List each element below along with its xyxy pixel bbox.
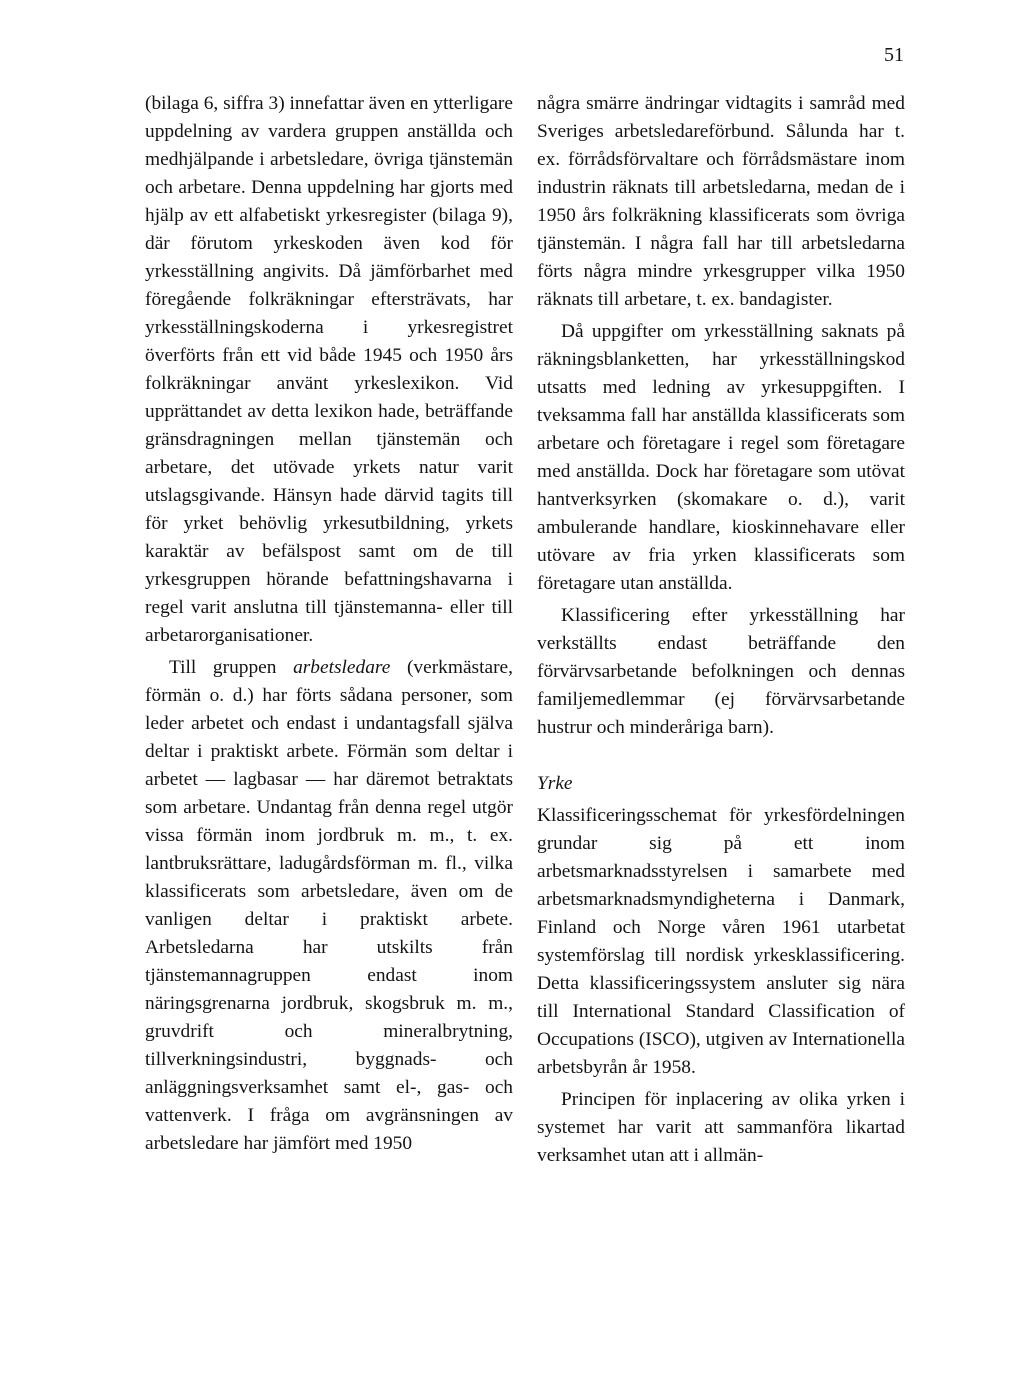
term-arbetsledare: arbetsledare xyxy=(293,657,391,678)
right-paragraph-5: Principen för inplacering av olika yrken i systemet har varit att sammanföra likartad verksamhet utan att i allmän- xyxy=(537,1089,905,1166)
right-paragraph-4: Klassificeringsschemat för yrkesfördelningen grundar sig på ett inom arbetsmarknadsstyrelsen i samarbete med arbetsmarknadsmyndigheterna i Danmark, Finland och Norge våren 1961 utarbetat systemförslag till nordisk yrkesklassificering. Detta klassificeringssystem ansluter sig nära till International Standard Classification of Occupations (ISCO), utgiven av Internationella arbetsbyrån år 1958. xyxy=(537,805,905,1078)
left-paragraph-2-body: (verkmästare, förmän o. d.) har förts sådana personer, som leder arbetet och endast i undantagsfall själva deltar i praktiskt arbete. Förmän som deltar i arbetet — lagbasar — har däremot betraktats som arbetare. Undantag från denna regel utgör vissa förmän inom jordbruk m. m., t. ex. lantbruksrättare, ladugårdsförman m. fl., vilka klassificerats som arbetsledare, även om de vanligen deltar i praktiskt arbete. Arbetsledarna har utskilts från tjänstemannagruppen endast inom näringsgrenarna jordbruk, skogsbruk m. m., gruvdrift och mineralbrytning, tillverkningsindustri, byggnads- och anläggningsverksamhet samt el-, gas- och vattenverk. I fråga om avgränsningen av arbetsledare har jämfört med 1950 xyxy=(145,657,514,1154)
left-paragraph-1: (bilaga 6, siffra 3) innefattar även en ytterligare uppdelning av vardera gruppen anställda och medhjälpande i arbetsledare, övriga tjänstemän och arbetare. Denna uppdelning har gjorts med hjälp av ett alfabetiskt yrkesregister (bilaga 9), där förutom yrkeskoden även kod för yrkesställning angivits. Då jämförbarhet med föregående folkräkningar eftersträvats, har yrkesställningskoderna i yrkesregistret överförts från ett vid både 1945 och 1950 års folkräkningar använt yrkeslexikon. Vid upprättandet av detta lexikon hade, beträffande gränsdragningen mellan tjänstemän och arbetare, det utövade yrkets natur varit utslagsgivande. Hänsyn hade därvid tagits till för yrket behövlig yrkesutbildning, yrkets karaktär av befälspost samt om de till yrkesgruppen hörande befattningshavarna i regel varit anslutna till tjänstemanna- eller till arbetarorganisationer. xyxy=(145,93,513,646)
page-number: 51 xyxy=(884,44,904,66)
right-column xyxy=(537,90,905,1170)
left-column xyxy=(145,90,513,1158)
left-paragraph-2-lead: Till gruppen xyxy=(169,657,294,678)
right-paragraph-3: Klassificering efter yrkesställning har verkställts endast beträffande den förvärvsarbetande befolkningen och dennas familjemedlemmar (ej förvärvsarbetande hustrur och minderåriga barn). xyxy=(537,605,905,738)
right-paragraph-1: några smärre ändringar vidtagits i samråd med Sveriges arbetsledareförbund. Sålunda har t. ex. förrådsförvaltare och förrådsmästare inom industrin räknats till arbetsledarna, medan de i 1950 års folkräkning klassificerats som övriga tjänstemän. I några fall har till arbetsledarna förts några mindre yrkesgrupper vilka 1950 räknats till arbetare, t. ex. bandagister. xyxy=(537,93,905,310)
right-paragraph-2: Då uppgifter om yrkesställning saknats på räkningsblanketten, har yrkesställningskod utsatts med ledning av yrkesuppgiften. I tveksamma fall har anställda klassificerats som arbetare och företagare i regel som företagare med anställda. Dock har företagare som utövat hantverksyrken (skomakare o. d.), varit ambulerande handlare, kioskinnehavare eller utövare av fria yrken klassificerats som företagare utan anställda. xyxy=(537,321,905,594)
left-paragraph-2 xyxy=(145,654,513,1158)
section-heading-yrke: Yrke xyxy=(537,773,573,794)
